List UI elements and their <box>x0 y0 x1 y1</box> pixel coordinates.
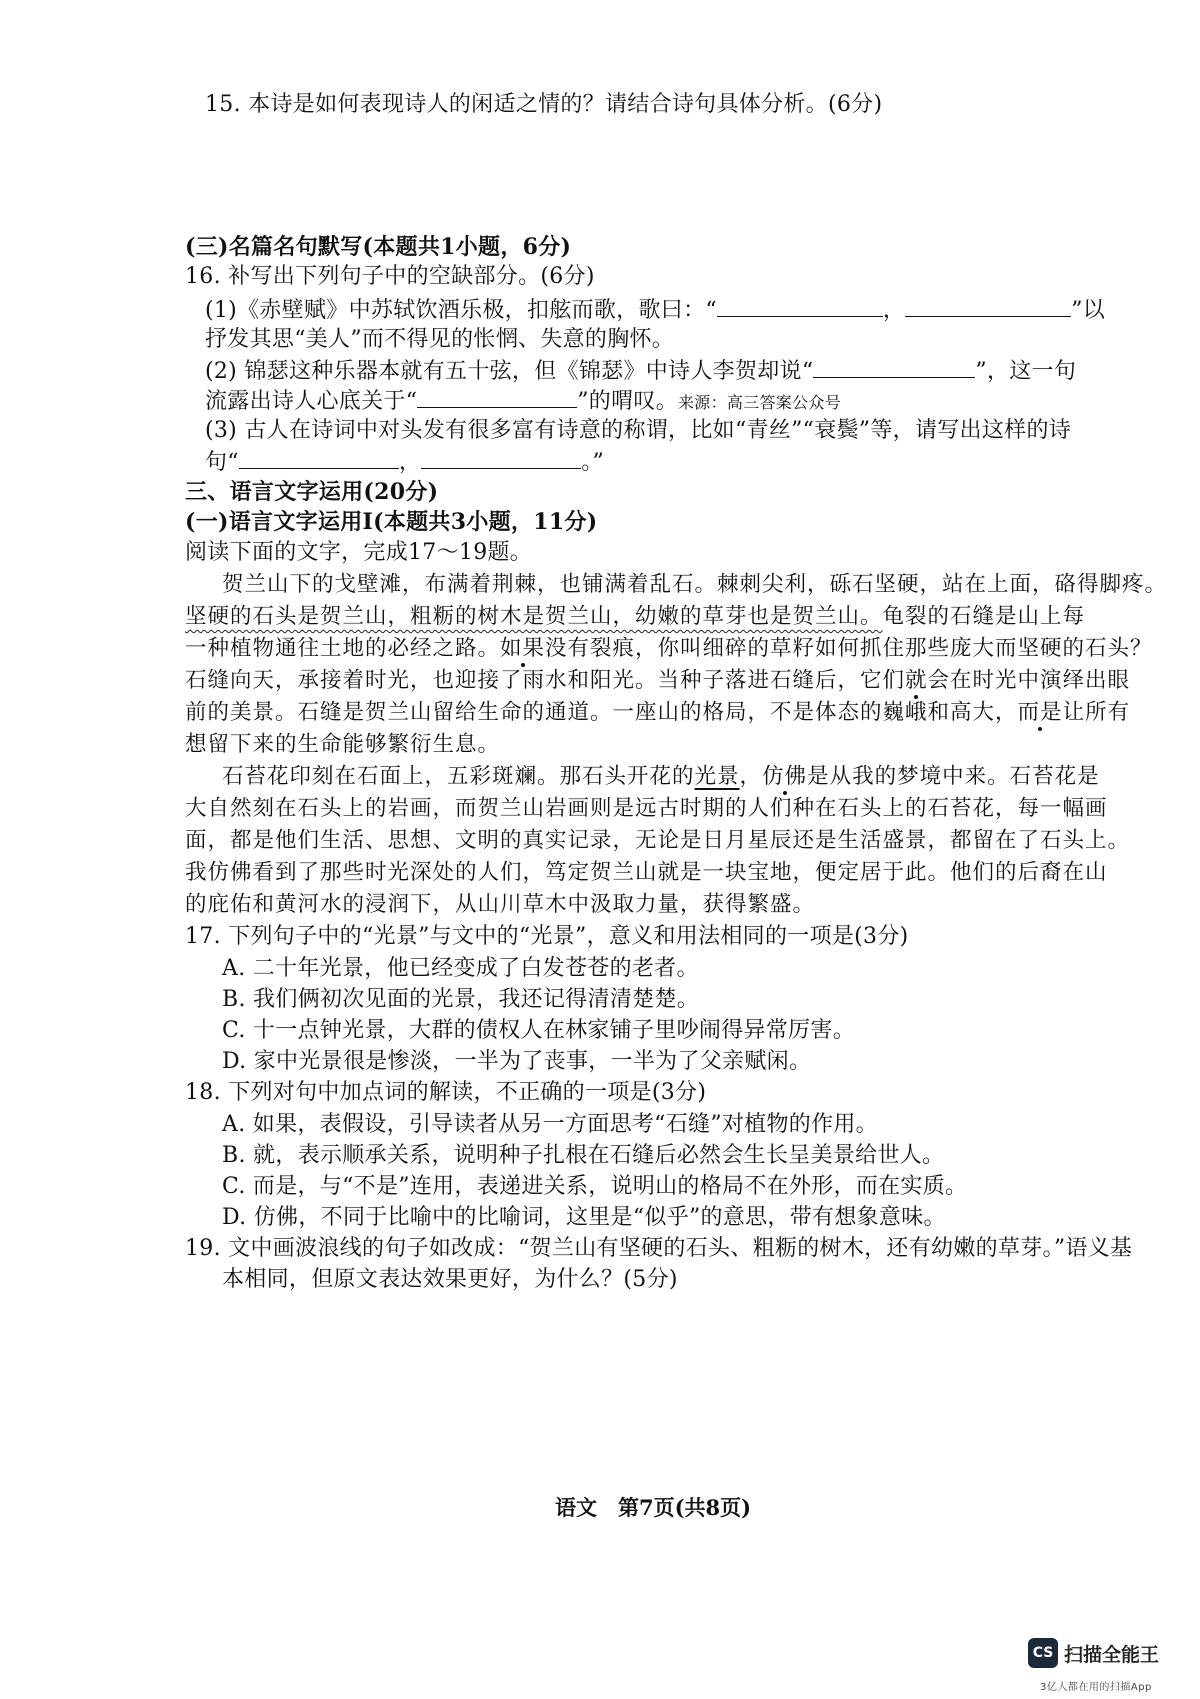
passage-p2-line-1: 石苔花印刻在石面上，五彩斑斓。那石头开花的光景，仿佛是从我的梦境中来。石苔花是 <box>222 764 1100 789</box>
question-19-cont: 本相同，但原文表达效果更好，为什么？(5分) <box>222 1267 678 1292</box>
passage-p2-line-5: 的庇佑和黄河水的浸润下，从山川草木中汲取力量，获得繁盛。 <box>185 892 816 917</box>
answer-blank[interactable] <box>905 294 1071 317</box>
answer-blank[interactable] <box>421 446 581 469</box>
q17-option-b[interactable]: B. 我们俩初次见面的光景，我还记得清清楚楚。 <box>222 987 700 1012</box>
question-16-item-3: (3) 古人在诗词中对头发有很多富有诗意的称谓，比如“青丝”“衰鬓”等，请写出这样的诗 <box>205 418 1072 443</box>
answer-blank[interactable] <box>813 355 975 378</box>
camscanner-logo-icon: CS <box>1028 1638 1058 1668</box>
passage-p2-line-3: 面，都是他们生活、思想、文明的真实记录，无论是日月星辰还是生活盛景，都留在了石头上。 <box>185 828 1131 853</box>
passage-p1-line-2: 坚硬的石头是贺兰山，粗粝的树木是贺兰山，幼嫩的草芽也是贺兰山。龟裂的石缝是山上每 <box>185 604 1086 629</box>
question-17: 17. 下列句子中的“光景”与文中的“光景”，意义和用法相同的一项是(3分) <box>185 924 909 949</box>
camscanner-tagline: 3亿人都在用的扫描App <box>1040 1682 1152 1693</box>
answer-blank[interactable] <box>417 385 577 408</box>
q18-option-d[interactable]: D. 仿佛，不同于比喻中的比喻词，这里是“似乎”的意思，带有想象意味。 <box>222 1205 946 1230</box>
passage-p1-line-1: 贺兰山下的戈壁滩，布满着荆棘，也铺满着乱石。棘刺尖利，砾石坚硬，站在上面，硌得脚疼。 <box>222 572 1168 597</box>
passage-p2-line-2: 大自然刻在石头上的岩画，而贺兰山岩画则是远古时期的人们种在石头上的石苔花，每一幅画 <box>185 796 1108 821</box>
answer-blank[interactable] <box>239 446 399 469</box>
q17-option-d[interactable]: D. 家中光景很是惨淡，一半为了丧事，一半为了父亲赋闲。 <box>222 1049 812 1074</box>
part-3-heading: 三、语言文字运用(20分) <box>185 479 439 505</box>
question-16-item-2-cont: 流露出诗人心底关于“ ”的喟叹。来源：高三答案公众号 <box>205 385 841 418</box>
reading-instruction: 阅读下面的文字，完成17～19题。 <box>185 540 533 565</box>
section-heading-language: (一)语言文字运用Ⅰ(本题共3小题，11分) <box>185 509 598 535</box>
q17-option-c[interactable]: C. 十一点钟光景，大群的债权人在林家铺子里吵闹得异常厉害。 <box>222 1018 856 1043</box>
dotted-word-ruguo: 如果 <box>500 636 546 661</box>
q16-1-text: (1)《赤壁赋》中苏轼饮酒乐极，扣舷而歌，歌曰：“ <box>205 298 717 323</box>
dotted-word-jiu: 就 <box>905 668 928 693</box>
passage-p1-line-5: 前的美景。石缝是贺兰山留给生命的通道。一座山的格局，不是体态的巍峨和高大，而是让所有 <box>185 700 1131 725</box>
q18-option-a[interactable]: A. 如果，表假设，引导读者从另一方面思考“石缝”对植物的作用。 <box>222 1112 878 1137</box>
q17-option-a[interactable]: A. 二十年光景，他已经变成了白发苍苍的老者。 <box>222 956 699 981</box>
question-16-item-2: (2) 锦瑟这种乐器本就有五十弦，但《锦瑟》中诗人李贺却说“ ”，这一句 <box>205 355 1076 387</box>
section-heading-recitation: (三)名篇名句默写(本题共1小题，6分) <box>185 234 572 260</box>
passage-p2-line-4: 我仿佛看到了那些时光深处的人们，笃定贺兰山就是一块宝地，便定居于此。他们的后裔在山 <box>185 860 1108 885</box>
camscanner-brand: 扫描全能王 <box>1064 1644 1160 1666</box>
q18-option-c[interactable]: C. 而是，与“不是”连用，表递进关系，说明山的格局不在外形，而在实质。 <box>222 1174 968 1199</box>
answer-blank[interactable] <box>717 294 883 317</box>
dotted-word-fangfu: 仿佛 <box>762 764 808 789</box>
question-18: 18. 下列对句中加点词的解读，不正确的一项是(3分) <box>185 1080 707 1105</box>
question-19: 19. 文中画波浪线的句子如改成：“贺兰山有坚硬的石头、粗粝的树木，还有幼嫩的草芽。”语义基 <box>185 1236 1133 1261</box>
question-15: 15. 本诗是如何表现诗人的闲适之情的？请结合诗句具体分析。(6分) <box>205 92 883 117</box>
wavy-underlined-sentence: 坚硬的石头是贺兰山，粗粝的树木是贺兰山，幼嫩的草芽也是贺兰山。 <box>185 604 883 629</box>
question-16-item-3-cont: 句“ ， 。” <box>205 446 604 478</box>
page-footer: 语文 第7页(共8页) <box>555 1495 752 1520</box>
source-watermark: 来源：高三答案公众号 <box>678 393 842 412</box>
passage-p1-line-6: 想留下来的生命能够繁衍生息。 <box>185 732 501 757</box>
question-16-item-1: (1)《赤壁赋》中苏轼饮酒乐极，扣舷而歌，歌曰：“ ， ”以 <box>205 294 1105 326</box>
passage-p1-line-4: 石缝向天，承接着时光，也迎接了雨水和阳光。当种子落进石缝后，它们就会在时光中演绎出眼 <box>185 668 1131 693</box>
q18-option-b[interactable]: B. 就，表示顺承关系，说明种子扎根在石缝后必然会生长呈美景给世人。 <box>222 1143 945 1168</box>
underlined-word-guangjing: 光景 <box>694 764 740 789</box>
passage-p1-line-3: 一种植物通往土地的必经之路。如果没有裂痕，你叫细碎的草籽如何抓住那些庞大而坚硬的石头？ <box>185 636 1153 661</box>
question-16: 16. 补写出下列句子中的空缺部分。(6分) <box>185 264 595 289</box>
question-16-item-1-cont: 抒发其思“美人”而不得见的怅惘、失意的胸怀。 <box>205 327 675 352</box>
dotted-word-ershi: 而是 <box>1017 700 1063 725</box>
